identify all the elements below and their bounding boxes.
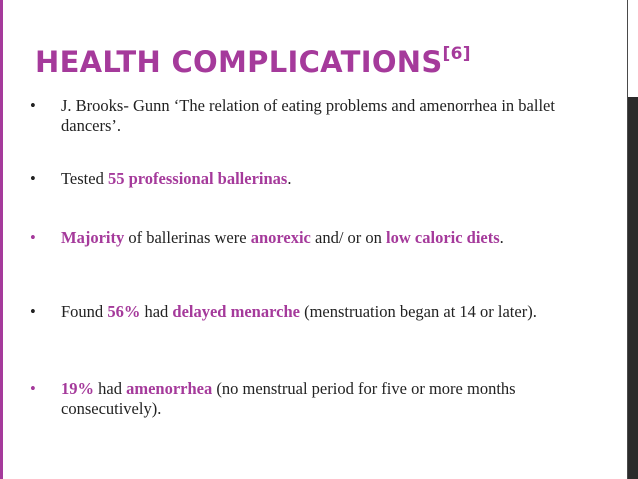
bullet-text-segment: (menstruation began at 14 or later). bbox=[299, 302, 537, 321]
bullet-highlight: delayed menarche bbox=[172, 302, 300, 321]
bullet-item bbox=[30, 302, 570, 322]
bullet-text-segment: . bbox=[499, 228, 504, 247]
bullet-text-segment: had bbox=[94, 379, 127, 398]
bullet-highlight: Majority bbox=[61, 228, 125, 247]
bullet-highlight: anorexic bbox=[250, 228, 311, 247]
bullet-text-segment: Found bbox=[61, 302, 108, 321]
bullet-item bbox=[30, 228, 570, 248]
right-edge-band bbox=[627, 0, 638, 479]
bullet-item bbox=[30, 169, 570, 189]
bullet-highlight: low caloric diets bbox=[386, 228, 500, 247]
slide-title bbox=[35, 34, 471, 82]
bullet-marker: • bbox=[30, 169, 36, 188]
bullet-marker: • bbox=[30, 96, 36, 115]
bullet-marker: • bbox=[30, 302, 36, 321]
bullet-text-segment: . bbox=[287, 169, 292, 188]
bullet-text-segment: and/ or on bbox=[310, 228, 387, 247]
bullet-highlight: 56% bbox=[107, 302, 141, 321]
bullet-highlight: amenorrhea bbox=[126, 379, 213, 398]
bullet-text: J. Brooks- Gunn ‘The relation of eating problems and amenorrhea in ballet dancers’. bbox=[61, 96, 555, 135]
slide-title-citation: [6] bbox=[442, 44, 471, 64]
bullet-item bbox=[30, 96, 570, 136]
slide-title-text: HEALTH COMPLICATIONS bbox=[35, 45, 443, 79]
bullet-text-segment: of ballerinas were bbox=[124, 228, 251, 247]
bullet-marker: • bbox=[30, 228, 36, 247]
bullet-highlight: 55 professional ballerinas bbox=[107, 169, 288, 188]
bullet-text-segment: had bbox=[140, 302, 173, 321]
bullet-marker: • bbox=[30, 379, 36, 398]
bullet-highlight: 19% bbox=[61, 379, 94, 398]
bullet-text-segment: (no menstrual period for five or more months consecutively). bbox=[61, 379, 516, 418]
bullet-item bbox=[30, 379, 570, 419]
bullet-text-segment: Tested bbox=[61, 169, 108, 188]
left-accent-border bbox=[0, 0, 3, 479]
right-edge-dark-segment bbox=[628, 97, 638, 479]
